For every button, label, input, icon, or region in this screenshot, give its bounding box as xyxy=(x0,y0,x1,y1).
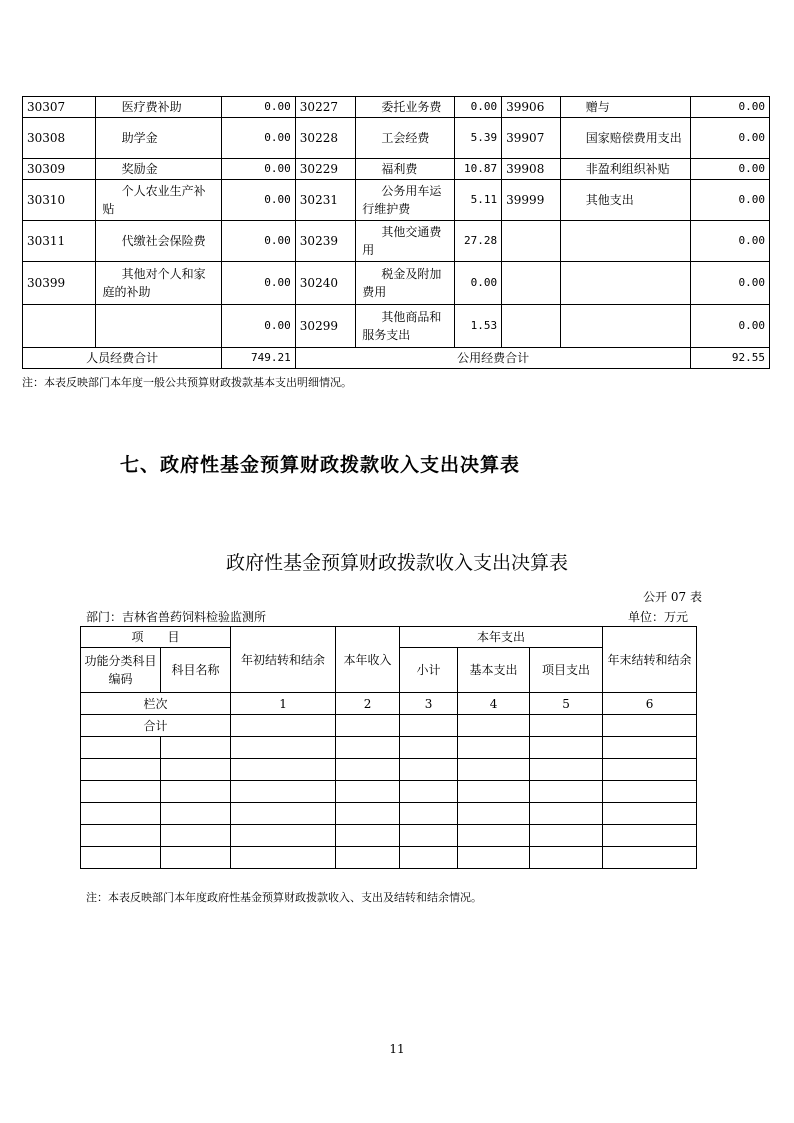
col-number: 5 xyxy=(530,693,603,715)
empty-cell xyxy=(603,803,697,825)
empty-cell xyxy=(336,781,400,803)
totals-row xyxy=(23,348,770,369)
item-name: 医疗费补助 xyxy=(96,97,222,118)
empty-cell xyxy=(530,847,603,869)
empty-cell xyxy=(400,759,458,781)
empty-cell xyxy=(400,803,458,825)
empty-cell xyxy=(81,737,161,759)
table-row xyxy=(23,221,770,262)
amount: 5.39 xyxy=(454,118,501,159)
item-name: 代缴社会保险费 xyxy=(96,221,222,262)
amount: 5.11 xyxy=(454,180,501,221)
empty-cell xyxy=(336,847,400,869)
amount: 0.00 xyxy=(691,221,770,262)
unit-label: 单位：万元 xyxy=(627,610,688,624)
economic-code: 30229 xyxy=(295,159,355,180)
empty-cell xyxy=(161,737,231,759)
amount: 27.28 xyxy=(454,221,501,262)
form-number: 公开 07 表 xyxy=(643,590,702,604)
item-name: 国家赔偿费用支出 xyxy=(560,118,691,159)
amount: 0.00 xyxy=(222,305,295,348)
item-name xyxy=(560,305,691,348)
economic-code xyxy=(502,262,560,305)
economic-code: 30307 xyxy=(23,97,96,118)
table-row xyxy=(23,159,770,180)
item-name xyxy=(96,305,222,348)
empty-cell xyxy=(530,781,603,803)
table-row xyxy=(81,737,697,759)
amount: 0.00 xyxy=(691,305,770,348)
empty-cell xyxy=(81,781,161,803)
empty-cell xyxy=(231,759,336,781)
economic-code: 30311 xyxy=(23,221,96,262)
item-name: 其他对个人和家庭的补助 xyxy=(96,262,222,305)
item-name xyxy=(560,262,691,305)
empty-cell xyxy=(603,737,697,759)
empty-cell xyxy=(336,803,400,825)
header-closing-balance: 年末结转和结余 xyxy=(603,627,697,693)
empty-cell xyxy=(530,759,603,781)
table-row xyxy=(23,180,770,221)
empty-cell xyxy=(81,847,161,869)
header-opening-balance: 年初结转和结余 xyxy=(231,627,336,693)
item-name: 非盈利组织补贴 xyxy=(560,159,691,180)
empty-cell xyxy=(458,737,530,759)
table2-note: 注：本表反映部门本年度政府性基金预算财政拨款收入、支出及结转和结余情况。 xyxy=(86,891,482,904)
empty-cell xyxy=(81,759,161,781)
department-label: 部门：吉林省兽药饲料检验监测所 xyxy=(86,610,267,624)
economic-code: 30231 xyxy=(295,180,355,221)
economic-code: 39907 xyxy=(502,118,560,159)
empty-cell xyxy=(161,759,231,781)
item-name: 奖励金 xyxy=(96,159,222,180)
amount: 0.00 xyxy=(222,97,295,118)
item-name: 其他商品和服务支出 xyxy=(356,305,455,348)
empty-cell xyxy=(336,759,400,781)
amount: 0.00 xyxy=(222,180,295,221)
empty-cell xyxy=(231,715,336,737)
economic-code: 30308 xyxy=(23,118,96,159)
empty-cell xyxy=(161,781,231,803)
item-name: 其他支出 xyxy=(560,180,691,221)
amount: 0.00 xyxy=(222,118,295,159)
empty-cell xyxy=(458,715,530,737)
empty-cell xyxy=(81,803,161,825)
empty-cell xyxy=(231,847,336,869)
empty-cell xyxy=(530,803,603,825)
economic-code: 39908 xyxy=(502,159,560,180)
table-row xyxy=(23,305,770,348)
economic-code: 30239 xyxy=(295,221,355,262)
total-label: 合计 xyxy=(81,715,231,737)
empty-cell xyxy=(161,847,231,869)
empty-cell xyxy=(458,847,530,869)
header-item: 项 目 xyxy=(81,627,231,648)
economic-code: 39999 xyxy=(502,180,560,221)
amount: 0.00 xyxy=(454,262,501,305)
economic-code: 39906 xyxy=(502,97,560,118)
header-project: 项目支出 xyxy=(530,648,603,693)
economic-code: 30299 xyxy=(295,305,355,348)
item-name: 个人农业生产补贴 xyxy=(96,180,222,221)
section-heading: 七、政府性基金预算财政拨款收入支出决算表 xyxy=(120,454,521,476)
public-total-value: 92.55 xyxy=(691,348,770,369)
header-func-code: 功能分类科目编码 xyxy=(81,648,161,693)
economic-code: 30399 xyxy=(23,262,96,305)
empty-cell xyxy=(81,825,161,847)
empty-cell xyxy=(336,825,400,847)
economic-code: 30228 xyxy=(295,118,355,159)
empty-cell xyxy=(458,803,530,825)
public-total-label: 公用经费合计 xyxy=(295,348,691,369)
economic-code xyxy=(502,305,560,348)
empty-cell xyxy=(231,737,336,759)
item-name xyxy=(560,221,691,262)
amount: 0.00 xyxy=(454,97,501,118)
empty-cell xyxy=(530,825,603,847)
table-row xyxy=(81,803,697,825)
economic-code: 30227 xyxy=(295,97,355,118)
header-basic: 基本支出 xyxy=(458,648,530,693)
amount: 0.00 xyxy=(222,159,295,180)
amount: 1.53 xyxy=(454,305,501,348)
empty-cell xyxy=(400,715,458,737)
table-row xyxy=(23,97,770,118)
col-number: 1 xyxy=(231,693,336,715)
economic-code: 30240 xyxy=(295,262,355,305)
item-name: 福利费 xyxy=(356,159,455,180)
header-subject-name: 科目名称 xyxy=(161,648,231,693)
item-name: 其他交通费用 xyxy=(356,221,455,262)
item-name: 工会经费 xyxy=(356,118,455,159)
empty-cell xyxy=(603,781,697,803)
table1-note: 注：本表反映部门本年度一般公共预算财政拨款基本支出明细情况。 xyxy=(22,376,352,389)
page-number: 11 xyxy=(389,1042,405,1056)
amount: 10.87 xyxy=(454,159,501,180)
table-row xyxy=(81,825,697,847)
personnel-total-label: 人员经费合计 xyxy=(23,348,222,369)
amount: 0.00 xyxy=(222,221,295,262)
amount: 0.00 xyxy=(691,159,770,180)
item-name: 助学金 xyxy=(96,118,222,159)
amount: 0.00 xyxy=(691,118,770,159)
empty-cell xyxy=(603,715,697,737)
empty-cell xyxy=(530,737,603,759)
empty-cell xyxy=(603,825,697,847)
amount: 0.00 xyxy=(691,180,770,221)
amount: 0.00 xyxy=(691,97,770,118)
empty-cell xyxy=(161,803,231,825)
empty-cell xyxy=(458,825,530,847)
empty-cell xyxy=(336,715,400,737)
empty-cell xyxy=(530,715,603,737)
table-title: 政府性基金预算财政拨款收入支出决算表 xyxy=(225,552,568,574)
empty-cell xyxy=(231,781,336,803)
empty-cell xyxy=(603,759,697,781)
empty-cell xyxy=(458,781,530,803)
table-row xyxy=(81,847,697,869)
expenditure-detail-table xyxy=(22,96,770,369)
header-expenditure: 本年支出 xyxy=(400,627,603,648)
amount: 0.00 xyxy=(691,262,770,305)
empty-cell xyxy=(231,825,336,847)
col-number: 2 xyxy=(336,693,400,715)
economic-code xyxy=(23,305,96,348)
amount: 0.00 xyxy=(222,262,295,305)
economic-code xyxy=(502,221,560,262)
personnel-total-value: 749.21 xyxy=(222,348,295,369)
table-row xyxy=(23,262,770,305)
table-row xyxy=(81,781,697,803)
empty-cell xyxy=(231,803,336,825)
col-number: 6 xyxy=(603,693,697,715)
empty-cell xyxy=(400,847,458,869)
item-name: 公务用车运行维护费 xyxy=(356,180,455,221)
table-row xyxy=(81,759,697,781)
fund-budget-table xyxy=(80,626,697,869)
empty-cell xyxy=(400,737,458,759)
col-number: 3 xyxy=(400,693,458,715)
economic-code: 30309 xyxy=(23,159,96,180)
table-row xyxy=(23,118,770,159)
empty-cell xyxy=(161,825,231,847)
row-label: 栏次 xyxy=(81,693,231,715)
empty-cell xyxy=(400,825,458,847)
empty-cell xyxy=(400,781,458,803)
item-name: 赠与 xyxy=(560,97,691,118)
empty-cell xyxy=(336,737,400,759)
empty-cell xyxy=(458,759,530,781)
header-income: 本年收入 xyxy=(336,627,400,693)
economic-code: 30310 xyxy=(23,180,96,221)
col-number: 4 xyxy=(458,693,530,715)
empty-cell xyxy=(603,847,697,869)
header-subtotal: 小计 xyxy=(400,648,458,693)
item-name: 税金及附加费用 xyxy=(356,262,455,305)
item-name: 委托业务费 xyxy=(356,97,455,118)
